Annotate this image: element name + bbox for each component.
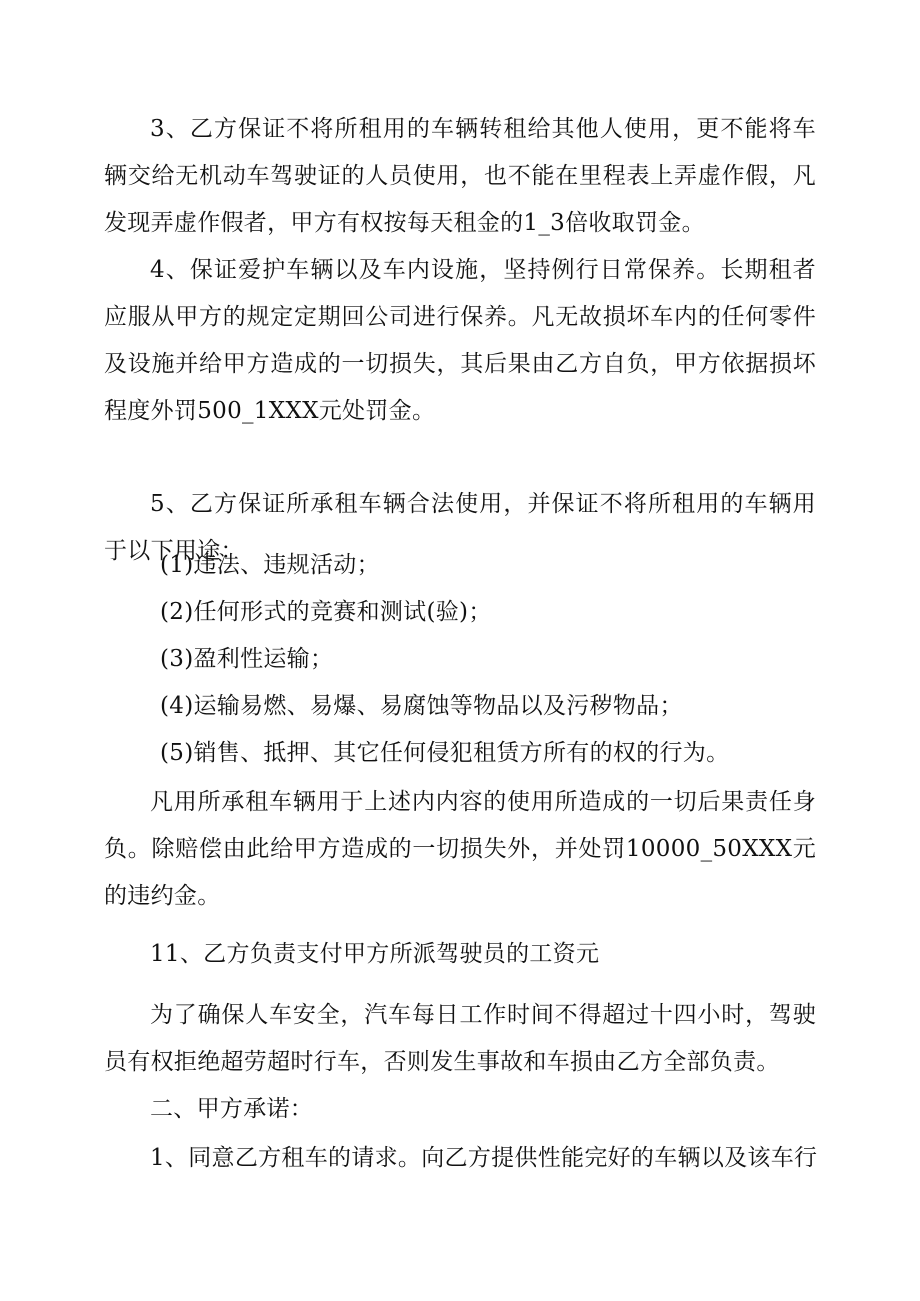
- paragraph-clause-4: 4、保证爱护车辆以及车内设施，坚持例行日常保养。长期租者应服从甲方的规定定期回公司进行保养。凡无故损坏车内的任何零件及设施并给甲方造成的一切损失，其后果由乙方自负，甲方依据损坏程度外罚500_1XXX元处罚金。: [104, 257, 816, 424]
- paragraph-party-a-1: 1、同意乙方租车的请求。向乙方提供性能完好的车辆以及该车行: [150, 1145, 818, 1171]
- list-item-2: (2)任何形式的竞赛和测试(验)；: [160, 599, 492, 625]
- paragraph-liability: 凡用所承租车辆用于上述内内容的使用所造成的一切后果责任身负。除赔偿由此给甲方造成的一切损失外，并处罚10000_50XXX元的违约金。: [104, 789, 816, 909]
- paragraph-safety: 为了确保人车安全，汽车每日工作时间不得超过十四小时，驾驶员有权拒绝超劳超时行车，否则发生事故和车损由乙方全部负责。: [104, 1002, 816, 1075]
- list-item-5: (5)销售、抵押、其它任何侵犯租赁方所有的权的行为。: [160, 740, 730, 766]
- paragraph-clause-5: 5、乙方保证所承租车辆合法使用，并保证不将所租用的车辆用于以下用途：: [104, 491, 816, 564]
- list-item-1: (1)违法、违规活动；: [160, 552, 380, 578]
- list-item-3: (3)盈利性运输；: [160, 646, 334, 672]
- paragraph-clause-11: 11、乙方负责支付甲方所派驾驶员的工资元: [150, 941, 600, 967]
- section-heading-party-a: 二、甲方承诺：: [150, 1096, 314, 1122]
- paragraph-clause-3: 3、乙方保证不将所租用的车辆转租给其他人使用，更不能将车辆交给无机动车驾驶证的人员使用，也不能在里程表上弄虚作假，凡发现弄虚作假者，甲方有权按每天租金的1_3倍收取罚金。: [104, 116, 816, 236]
- list-item-4: (4)运输易燃、易爆、易腐蚀等物品以及污秽物品；: [160, 693, 683, 719]
